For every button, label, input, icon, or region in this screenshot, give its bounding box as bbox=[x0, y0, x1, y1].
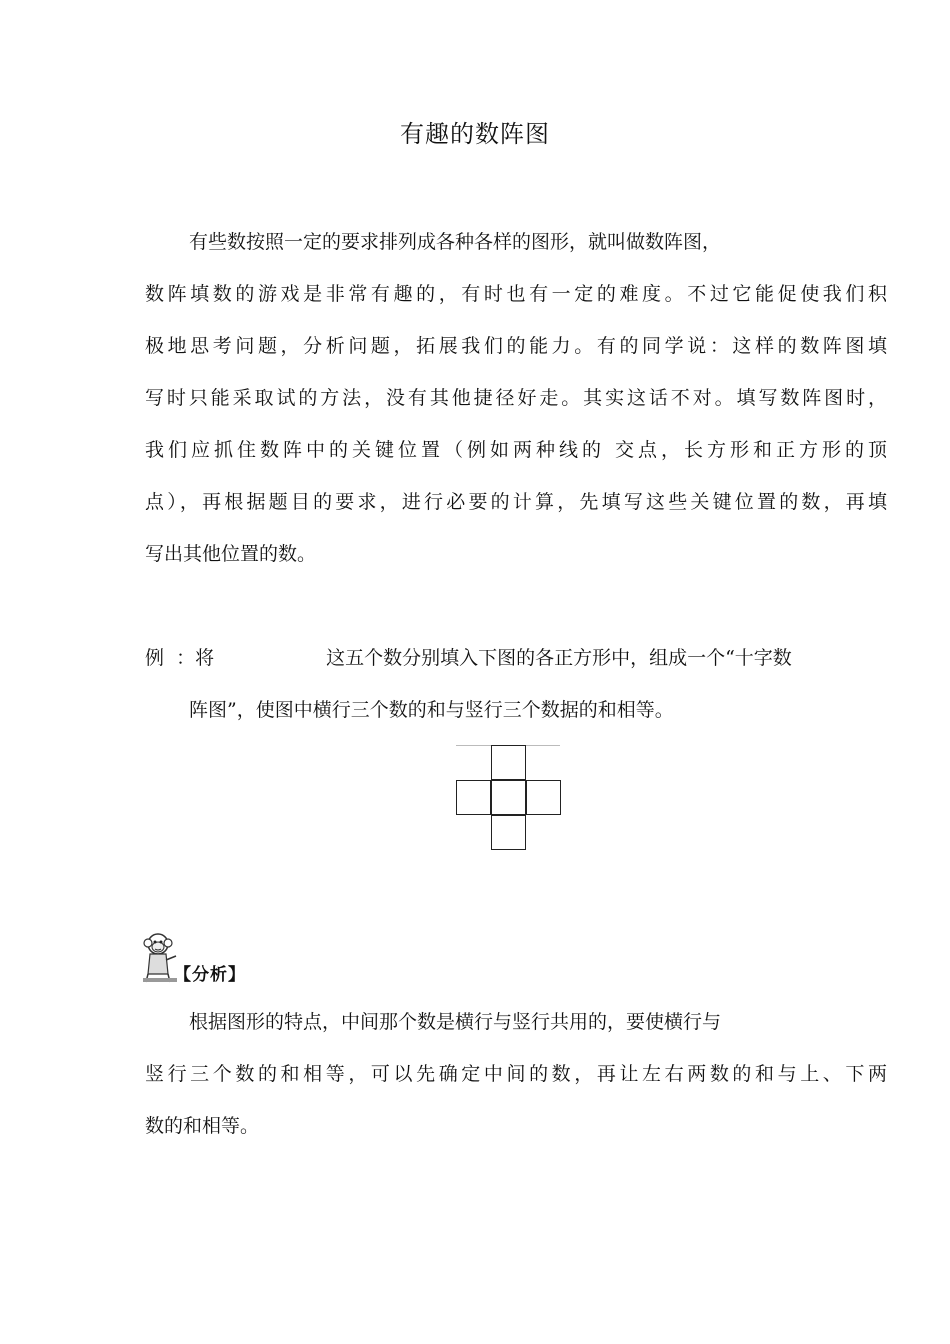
grid-cell-right bbox=[526, 780, 561, 815]
example-line-1 bbox=[145, 632, 887, 684]
cross-grid bbox=[456, 745, 560, 849]
intro-line: 极地思考问题，分析问题，拓展我们的能力。有的同学说：这样的数阵图填 bbox=[145, 335, 887, 357]
analysis-line: 竖行三个数的和相等，可以先确定中间的数，再让左右两数的和与上、下两 bbox=[145, 1063, 887, 1085]
intro-line: 写时只能采取试的方法，没有其他捷径好走。其实这话不对。填写数阵图时， bbox=[145, 387, 887, 409]
intro-line: 有些数按照一定的要求排列成各种各样的图形，就叫做数阵图， bbox=[189, 231, 722, 253]
intro-line: 写出其他位置的数。 bbox=[145, 543, 317, 565]
intro-line: 我们应抓住数阵中的关键位置（例如两种线的 交点，长方形和正方形的顶 bbox=[145, 439, 887, 461]
example-suffix: 这五个数分别填入下图的各正方形中，组成一个“十字数 bbox=[326, 647, 792, 669]
analysis-label: 【分析】 bbox=[174, 965, 246, 985]
analysis-line: 根据图形的特点，中间那个数是横行与竖行共用的，要使横行与 bbox=[189, 1011, 722, 1033]
intro-paragraph bbox=[145, 216, 887, 580]
example-line-2: 阵图”，使图中横行三个数的和与竖行三个数据的和相等。 bbox=[189, 699, 674, 721]
analysis-badge bbox=[140, 930, 270, 984]
analysis-paragraph bbox=[145, 996, 887, 1152]
grid-cell-bottom bbox=[491, 815, 526, 850]
grid-cell-left bbox=[456, 780, 491, 815]
intro-line: 数阵填数的游戏是非常有趣的，有时也有一定的难度。不过它能促使我们积 bbox=[145, 283, 887, 305]
example-problem bbox=[145, 632, 887, 736]
grid-cell-top bbox=[491, 745, 526, 780]
intro-line: 点），再根据题目的要求，进行必要的计算，先填写这些关键位置的数，再填 bbox=[145, 491, 887, 513]
grid-cell-center bbox=[491, 780, 526, 815]
example-prefix: 例 ：将 bbox=[145, 647, 215, 669]
page-title: 有趣的数阵图 bbox=[400, 120, 550, 148]
analysis-line: 数的和相等。 bbox=[145, 1115, 260, 1137]
